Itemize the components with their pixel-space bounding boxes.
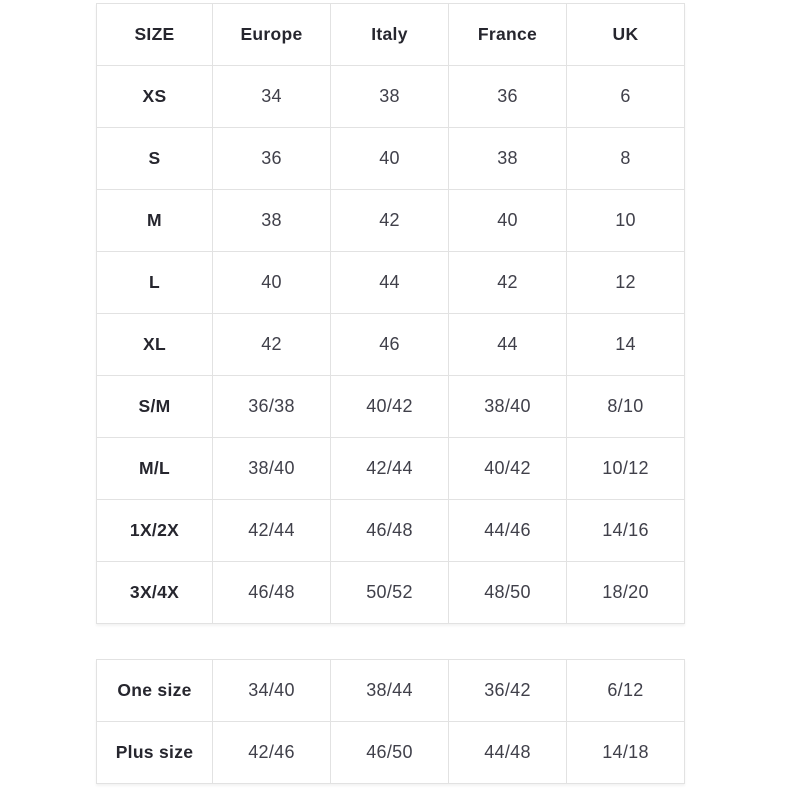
special-size-table: [96, 659, 685, 784]
size-label-cell: One size: [97, 660, 213, 722]
size-label-cell: XS: [97, 66, 213, 128]
table-row: [97, 376, 685, 438]
size-value-cell: 38/40: [213, 438, 331, 500]
size-value-cell: 46/48: [331, 500, 449, 562]
column-header-italy: Italy: [331, 4, 449, 66]
size-table-body: [97, 66, 685, 624]
column-header-uk: UK: [567, 4, 685, 66]
size-value-cell: 46: [331, 314, 449, 376]
size-value-cell: 40/42: [331, 376, 449, 438]
size-label-cell: M/L: [97, 438, 213, 500]
size-value-cell: 34/40: [213, 660, 331, 722]
size-value-cell: 42/46: [213, 722, 331, 784]
table-row: [97, 128, 685, 190]
table-row: [97, 314, 685, 376]
size-label-cell: 3X/4X: [97, 562, 213, 624]
table-row: [97, 722, 685, 784]
size-label-cell: S: [97, 128, 213, 190]
size-value-cell: 12: [567, 252, 685, 314]
size-value-cell: 42: [213, 314, 331, 376]
table-row: [97, 660, 685, 722]
header-row: [97, 4, 685, 66]
size-value-cell: 38/44: [331, 660, 449, 722]
size-value-cell: 38: [213, 190, 331, 252]
size-value-cell: 14/16: [567, 500, 685, 562]
size-value-cell: 10/12: [567, 438, 685, 500]
size-value-cell: 38/40: [449, 376, 567, 438]
size-value-cell: 38: [449, 128, 567, 190]
size-value-cell: 36/42: [449, 660, 567, 722]
size-value-cell: 50/52: [331, 562, 449, 624]
size-value-cell: 8/10: [567, 376, 685, 438]
size-value-cell: 46/50: [331, 722, 449, 784]
size-value-cell: 44/48: [449, 722, 567, 784]
size-value-cell: 34: [213, 66, 331, 128]
table-row: [97, 438, 685, 500]
size-value-cell: 8: [567, 128, 685, 190]
table-row: [97, 190, 685, 252]
size-conversion-table: [96, 3, 685, 624]
table-row: [97, 252, 685, 314]
table-row: [97, 562, 685, 624]
size-value-cell: 44: [331, 252, 449, 314]
column-header-size: SIZE: [97, 4, 213, 66]
table-row: [97, 66, 685, 128]
size-label-cell: L: [97, 252, 213, 314]
size-value-cell: 40: [449, 190, 567, 252]
size-label-cell: Plus size: [97, 722, 213, 784]
size-value-cell: 46/48: [213, 562, 331, 624]
size-label-cell: 1X/2X: [97, 500, 213, 562]
size-value-cell: 10: [567, 190, 685, 252]
size-value-cell: 40: [331, 128, 449, 190]
size-value-cell: 36: [213, 128, 331, 190]
size-value-cell: 42/44: [213, 500, 331, 562]
size-label-cell: XL: [97, 314, 213, 376]
size-value-cell: 36: [449, 66, 567, 128]
size-value-cell: 38: [331, 66, 449, 128]
size-value-cell: 40/42: [449, 438, 567, 500]
column-header-europe: Europe: [213, 4, 331, 66]
size-value-cell: 14: [567, 314, 685, 376]
size-value-cell: 40: [213, 252, 331, 314]
size-value-cell: 18/20: [567, 562, 685, 624]
size-value-cell: 36/38: [213, 376, 331, 438]
column-header-france: France: [449, 4, 567, 66]
size-value-cell: 6/12: [567, 660, 685, 722]
size-value-cell: 42: [331, 190, 449, 252]
size-value-cell: 48/50: [449, 562, 567, 624]
table-row: [97, 500, 685, 562]
special-size-table-body: [97, 660, 685, 784]
size-value-cell: 6: [567, 66, 685, 128]
size-value-cell: 14/18: [567, 722, 685, 784]
size-label-cell: S/M: [97, 376, 213, 438]
size-label-cell: M: [97, 190, 213, 252]
size-value-cell: 42: [449, 252, 567, 314]
size-value-cell: 44: [449, 314, 567, 376]
size-value-cell: 44/46: [449, 500, 567, 562]
size-value-cell: 42/44: [331, 438, 449, 500]
